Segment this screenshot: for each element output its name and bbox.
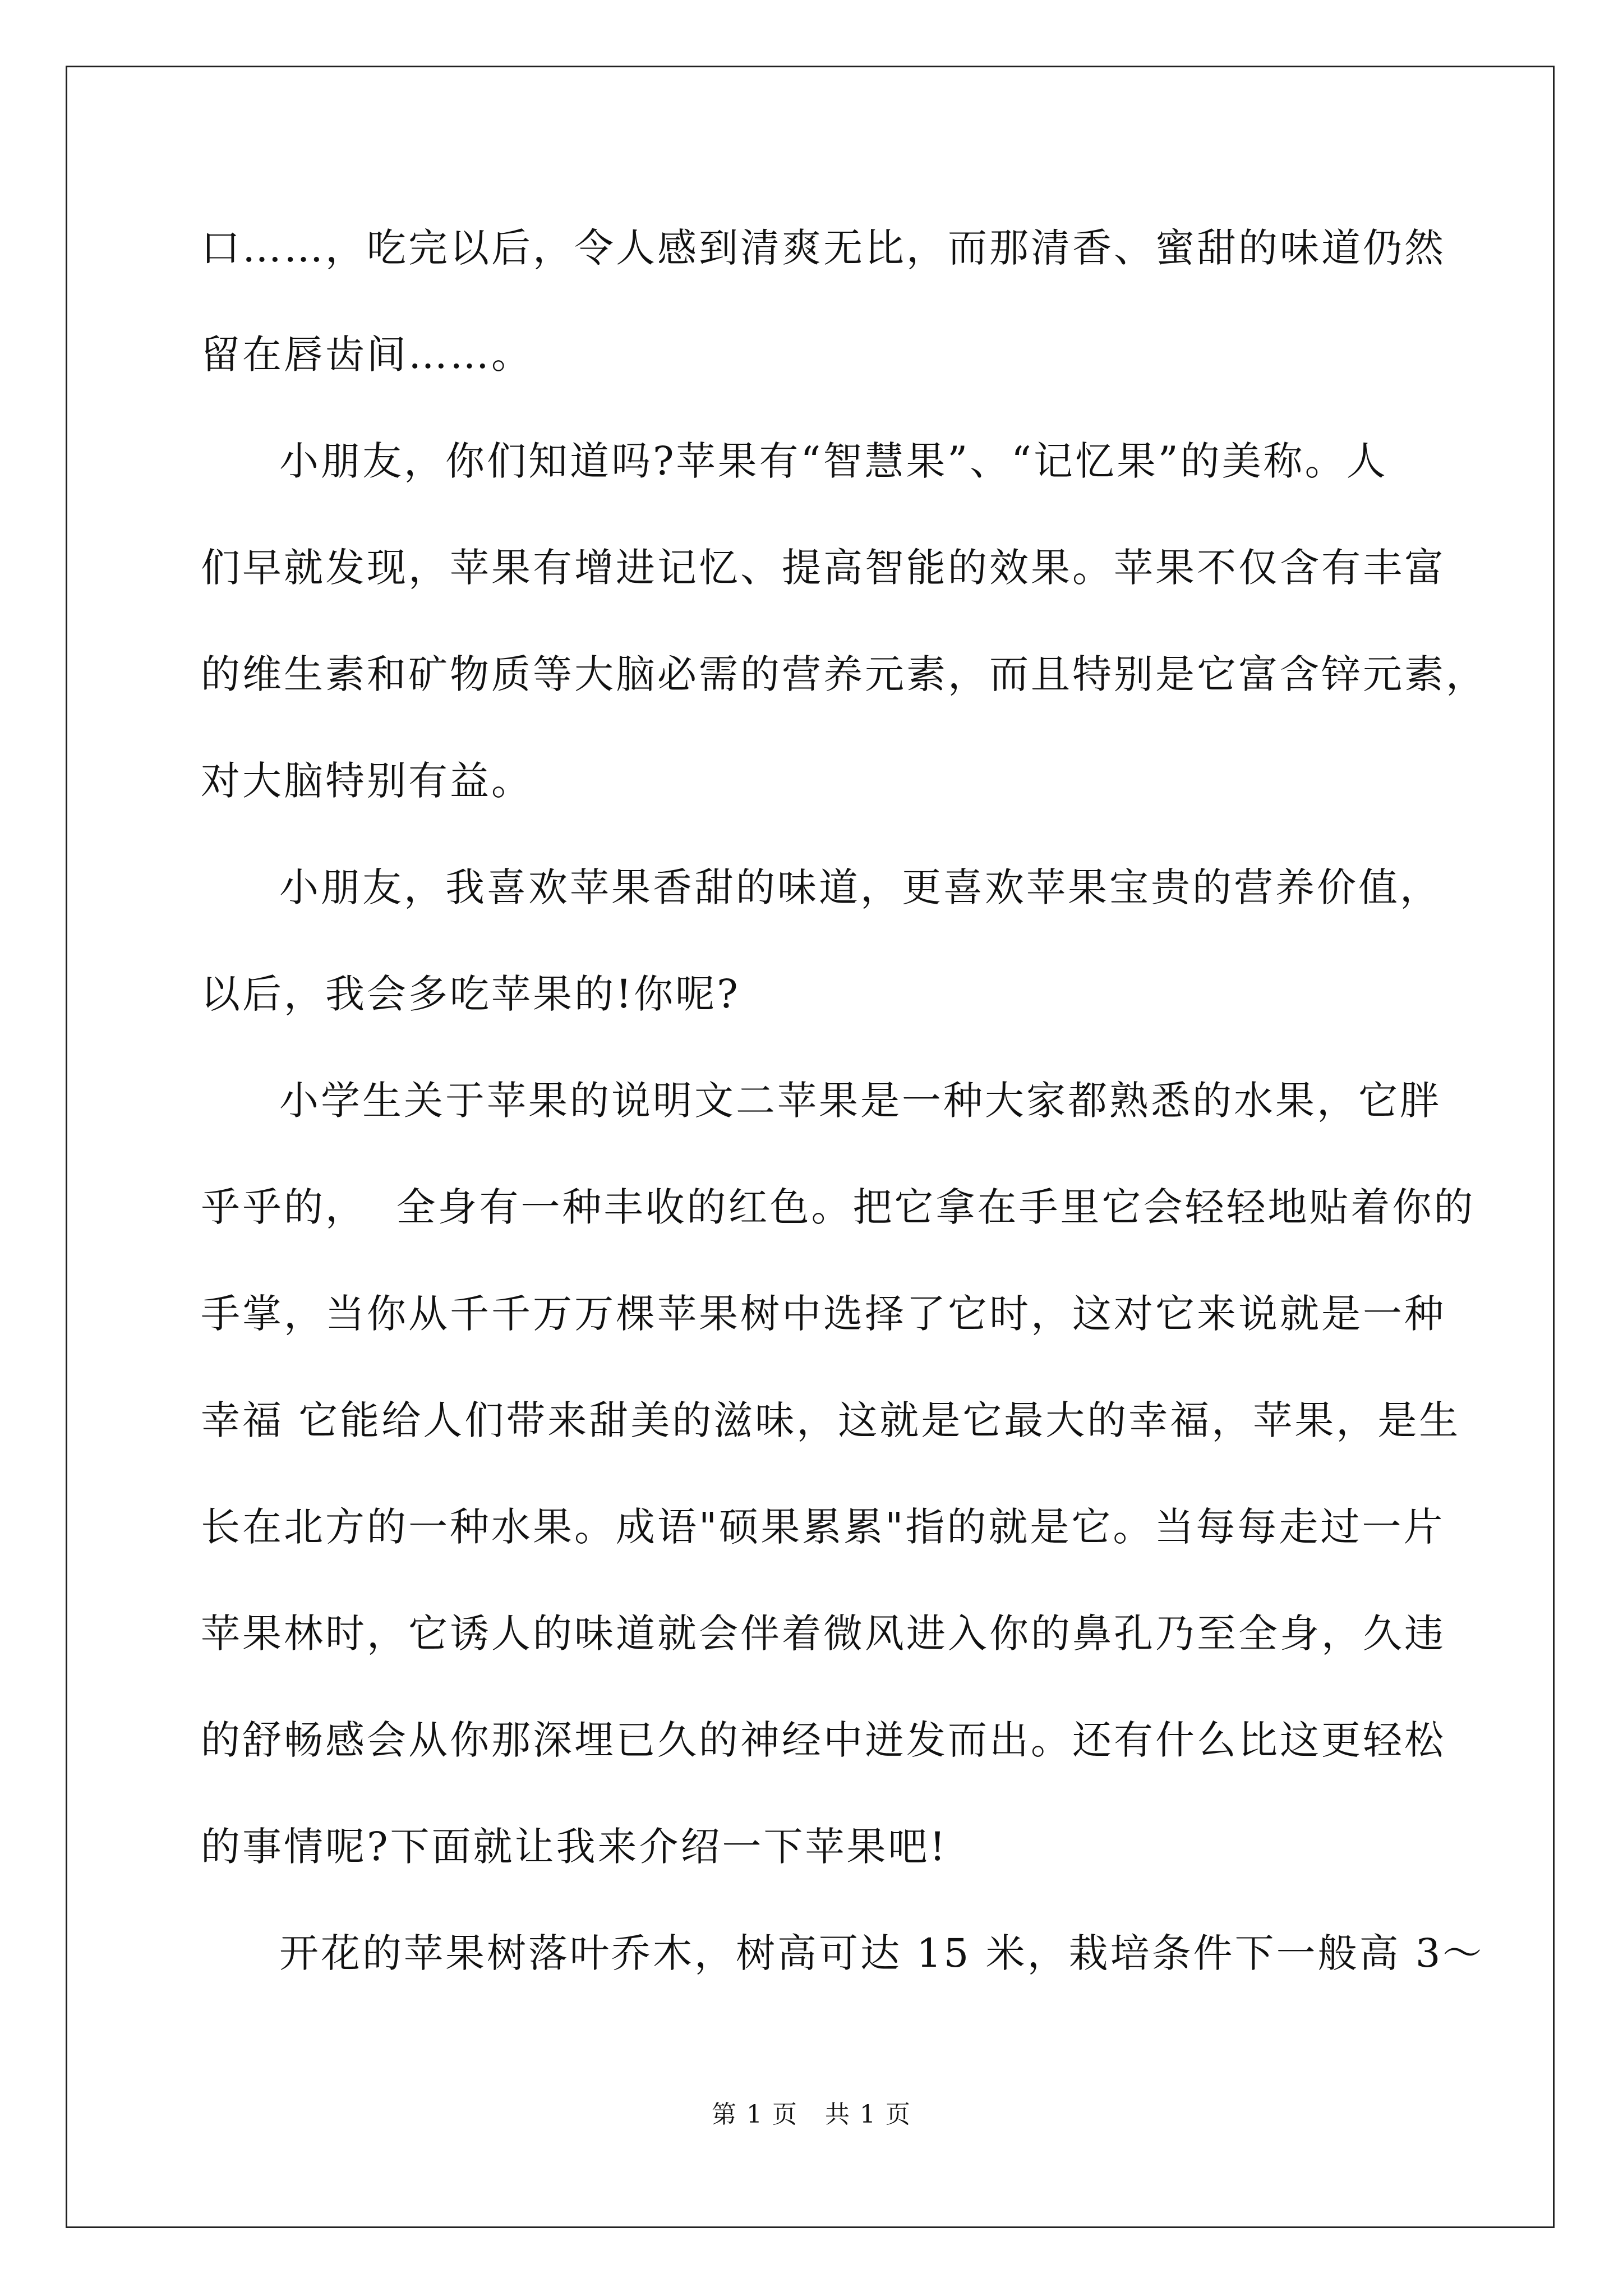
- text-line: 们早就发现，苹果有增进记忆、提高智能的效果。苹果不仅含有丰富: [201, 545, 1446, 591]
- page-number-footer: 第 1 页 共 1 页: [712, 2100, 911, 2129]
- paragraph-first-line: 开花的苹果树落叶乔木，树高可达 15 米，栽培条件下一般高 3～: [279, 1930, 1484, 1976]
- paragraph-first-line: 小学生关于苹果的说明文二苹果是一种大家都熟悉的水果，它胖: [279, 1078, 1441, 1124]
- text-line: 对大脑特别有益。: [201, 758, 533, 804]
- text-line: 留在唇齿间……。: [201, 332, 533, 378]
- text-line: 幸福 它能给人们带来甜美的滋味，这就是它最大的幸福，苹果，是生: [201, 1397, 1461, 1443]
- text-line: 的舒畅感会从你那深埋已久的神经中迸发而出。还有什么比这更轻松: [201, 1717, 1446, 1763]
- text-line: 以后，我会多吃苹果的!你呢?: [201, 971, 740, 1017]
- page-border: [66, 66, 1555, 2228]
- text-line: 乎乎的， 全身有一种丰收的红色。把它拿在手里它会轻轻地贴着你的: [201, 1184, 1476, 1230]
- paragraph-first-line: 小朋友，我喜欢苹果香甜的味道，更喜欢苹果宝贵的营养价值，: [279, 864, 1441, 910]
- paragraph-first-line: 小朋友，你们知道吗?苹果有“智慧果”、“记忆果”的美称。人: [279, 438, 1388, 484]
- text-line: 长在北方的一种水果。成语"硕果累累"指的就是它。当每每走过一片: [201, 1504, 1445, 1550]
- text-line: 的事情呢?下面就让我来介绍一下苹果吧!: [201, 1824, 948, 1870]
- text-line: 苹果林时，它诱人的味道就会伴着微风进入你的鼻孔乃至全身，久违: [201, 1611, 1446, 1657]
- text-line: 口……，吃完以后，令人感到清爽无比，而那清香、蜜甜的味道仍然: [201, 225, 1446, 271]
- text-line: 手掌，当你从千千万万棵苹果树中选择了它时，这对它来说就是一种: [201, 1291, 1446, 1337]
- text-line: 的维生素和矿物质等大脑必需的营养元素，而且特别是它富含锌元素，: [201, 651, 1487, 697]
